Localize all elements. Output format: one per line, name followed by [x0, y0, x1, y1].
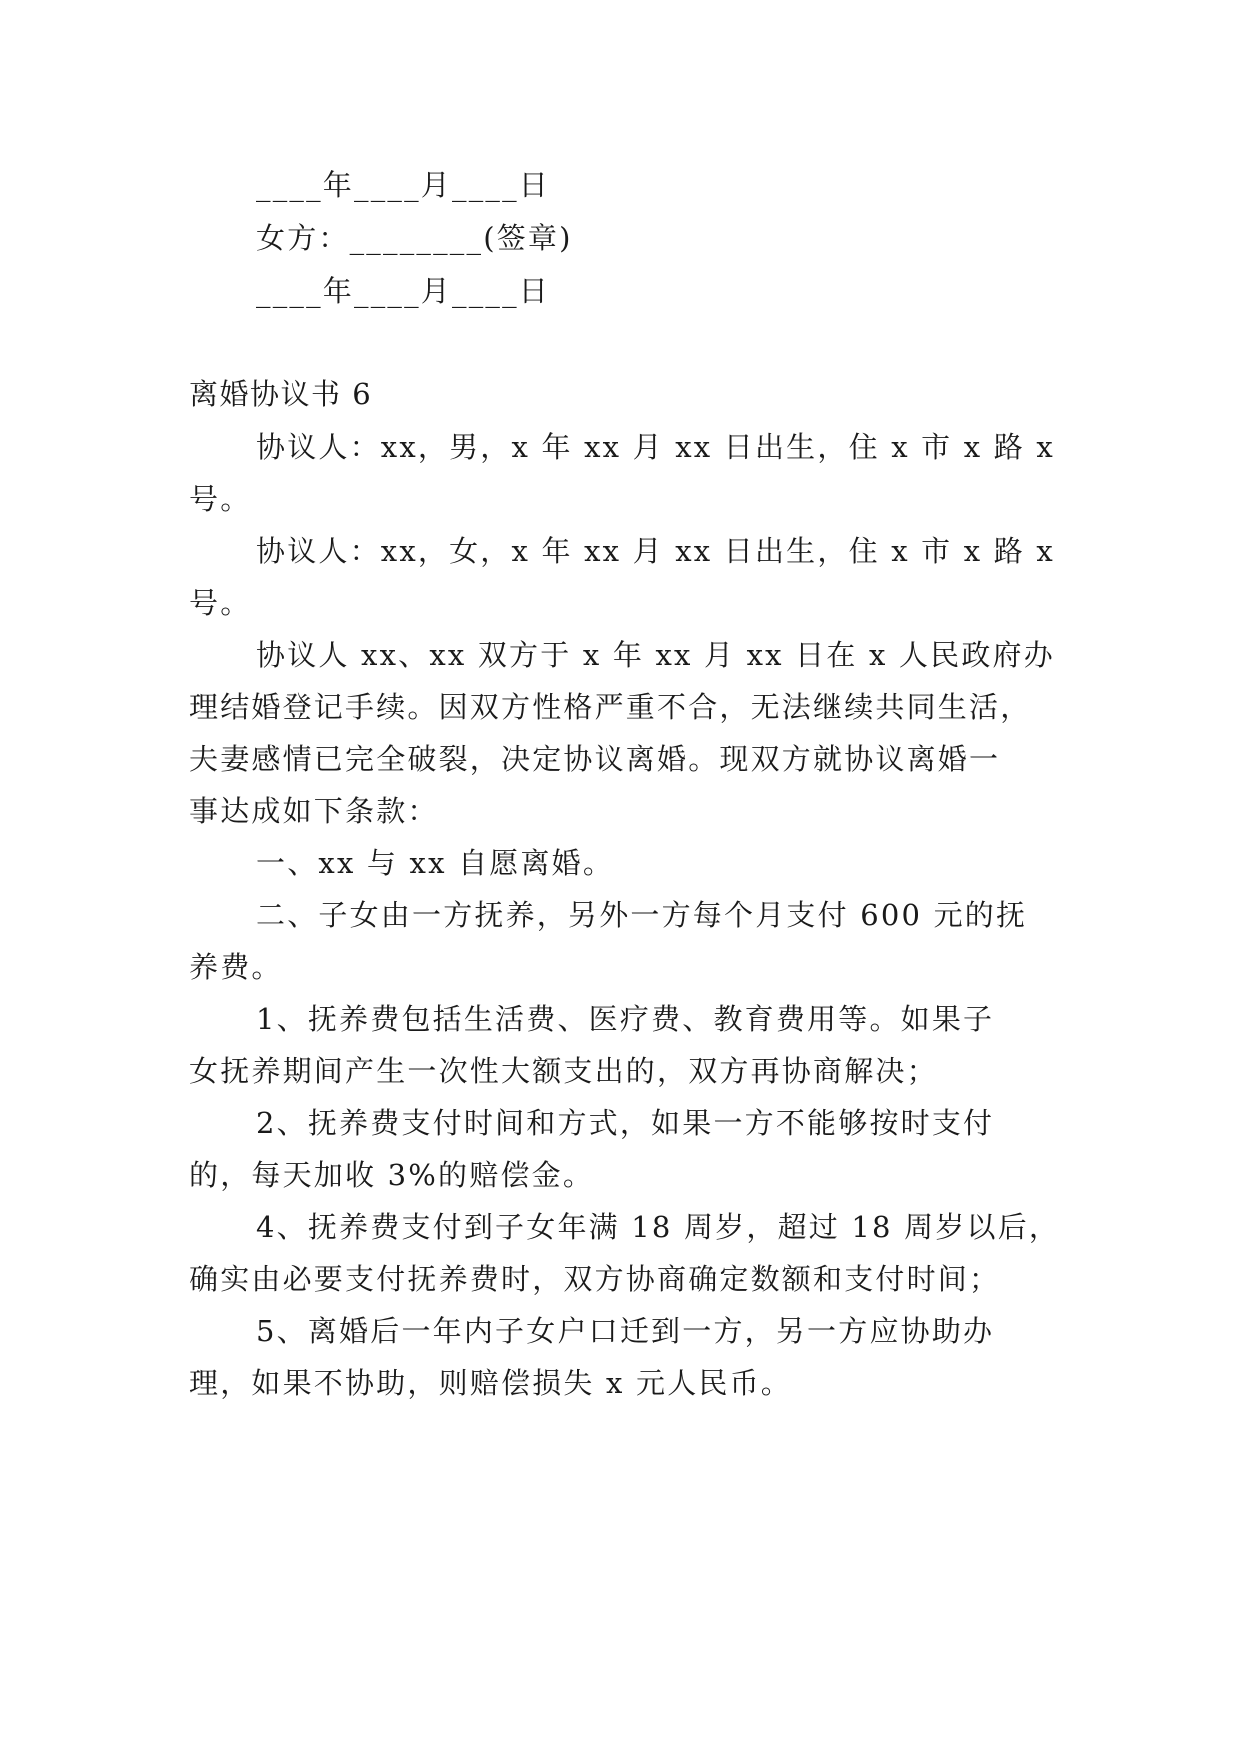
text-line: 5、离婚后一年内子女户口迁到一方，另一方应协助办 — [256, 1314, 995, 1348]
text-line: 事达成如下条款： — [189, 794, 439, 828]
text-line: 协议人：xx，女，x 年 xx 月 xx 日出生，住 x 市 x 路 x — [256, 534, 1055, 568]
text-line: 确实由必要支付抚养费时，双方协商确定数额和支付时间； — [189, 1262, 1001, 1296]
text-line: 一、xx 与 xx 自愿离婚。 — [256, 846, 615, 880]
text-line: 2、抚养费支付时间和方式，如果一方不能够按时支付 — [256, 1106, 995, 1140]
text-line: 理结婚登记手续。因双方性格严重不合，无法继续共同生活， — [189, 690, 1032, 724]
text-line: 1、抚养费包括生活费、医疗费、教育费用等。如果子 — [256, 1002, 995, 1036]
text-line: 理，如果不协助，则赔偿损失 x 元人民币。 — [189, 1366, 792, 1400]
date-line-1: ____年____月____日 — [256, 168, 551, 202]
text-line: 夫妻感情已完全破裂，决定协议离婚。现双方就协议离婚一 — [189, 742, 1001, 776]
text-line: 二、子女由一方抚养，另外一方每个月支付 600 元的抚 — [256, 898, 1028, 932]
text-line: 号。 — [189, 482, 252, 516]
female-signature-line: 女方：________(签章) — [256, 221, 573, 255]
text-line: 协议人 xx、xx 双方于 x 年 xx 月 xx 日在 x 人民政府办 — [256, 638, 1055, 672]
text-line: 养费。 — [189, 950, 283, 984]
text-line: 协议人：xx，男，x 年 xx 月 xx 日出生，住 x 市 x 路 x — [256, 430, 1055, 464]
text-line: 的，每天加收 3%的赔偿金。 — [189, 1158, 595, 1192]
text-line: 号。 — [189, 586, 252, 620]
text-line: 女抚养期间产生一次性大额支出的，双方再协商解决； — [189, 1054, 938, 1088]
date-line-2: ____年____月____日 — [256, 274, 551, 308]
section-title: 离婚协议书 6 — [189, 377, 373, 411]
text-line: 4、抚养费支付到子女年满 18 周岁，超过 18 周岁以后， — [256, 1210, 1061, 1244]
